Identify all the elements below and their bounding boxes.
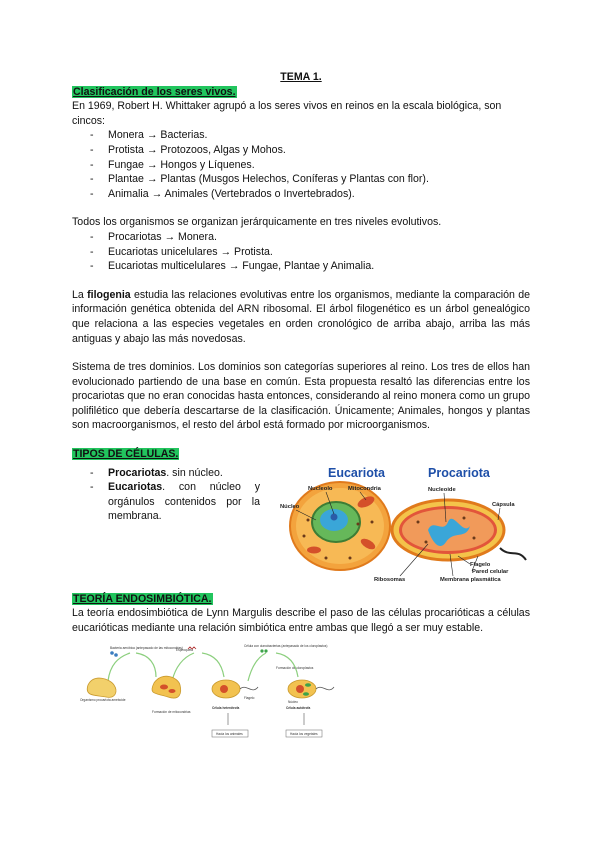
levels-intro: Todos los organismos se organizan jerárquicamente en tres niveles evolutivos. bbox=[72, 216, 442, 229]
section-heading-clasificacion bbox=[72, 85, 530, 100]
endosymbiotic-diagram bbox=[76, 639, 376, 739]
label-organismo: Organismo procariota ameboide bbox=[80, 698, 126, 703]
cell-types-row bbox=[72, 466, 530, 584]
list-item: - Monera → Bacterias. bbox=[90, 128, 530, 143]
label-nucleoide: Nucleoide bbox=[428, 486, 456, 493]
clasificacion-heading-text: Clasificación de los seres vivos. bbox=[73, 85, 236, 98]
label-flagelo-endo: Flagelo bbox=[244, 696, 255, 701]
tipos-heading-text: TIPOS DE CÉLULAS. bbox=[73, 448, 179, 461]
label-nucleolo: Nucleolo bbox=[308, 485, 333, 492]
document-page bbox=[72, 70, 530, 739]
endo-paragraph: La teoría endosimbiótica de Lynn Margulis describe el paso de las células procarióticas a células eucarióticas mediante una relación simbiótica entre ambas que llegó a ser muy estable. bbox=[72, 607, 530, 634]
endo-heading-text: TEORÍA ENDOSIMBIÓTICA. bbox=[73, 592, 212, 605]
label-hacia-animales: Hacia los animales bbox=[216, 732, 243, 737]
list-item: - Protista → Protozoos, Algas y Mohos. bbox=[90, 143, 530, 158]
filogenia-paragraph bbox=[72, 288, 530, 346]
cell-types-diagram bbox=[278, 462, 530, 584]
list-item: - Eucariotas unicelulares → Protista. bbox=[90, 245, 530, 260]
label-bacteria: Bacteria aeróbica (antepasado de las mitocondrias) bbox=[110, 646, 183, 651]
procariota-title: Procariota bbox=[428, 465, 490, 480]
list-item: - Eucariotas multicelulares → Fungae, Plantae y Animalia. bbox=[90, 259, 530, 274]
label-hacia-vegetales: Hacia los vegetales bbox=[290, 732, 318, 737]
dominios-paragraph: Sistema de tres dominios. Los dominios son categorías superiores al reino. Los tres de ellos han evolucionado partiendo de una base en común. Esta propuesta resaltó las diferencias entre los procariotas que no eran conocidas hasta entonces, considerando al reino monera como un grupo polifilético que debería descartarse de la clasificación. Únicamente; Animales, hongos y plantas son macroorganismos, el resto del árbol está formado por microorganismos. bbox=[72, 361, 530, 432]
list-item: - Fungae → Hongos y Líquenes. bbox=[90, 158, 530, 173]
kingdoms-list bbox=[72, 128, 530, 201]
label-formacion-cloro: Formación de cloroplastos bbox=[276, 666, 314, 671]
label-autotrofa: Célula autótrofa bbox=[286, 706, 311, 711]
list-item: - Animalia → Animales (Vertebrados o Invertebrados). bbox=[90, 187, 530, 202]
desc: . sin núcleo. bbox=[166, 466, 223, 479]
list-item bbox=[90, 466, 260, 481]
page-title: TEMA 1. bbox=[280, 71, 322, 83]
label-membrana: Membrana plasmática bbox=[440, 576, 501, 583]
filogenia-term: filogenia bbox=[87, 288, 131, 301]
filogenia-pre: La bbox=[72, 288, 88, 301]
levels-list bbox=[72, 230, 530, 274]
label-flagelo: Flagelo bbox=[470, 561, 491, 568]
list-item: - Procariotas → Monera. bbox=[90, 230, 530, 245]
label-formacion-mito: Formación de mitocondrias bbox=[152, 710, 191, 715]
whittaker-intro: En 1969, Robert H. Whittaker agrupó a los seres vivos en reinos en la escala biológica, son cincos: bbox=[72, 100, 502, 127]
eukaryote-cell bbox=[290, 482, 390, 570]
label-capsula: Cápsula bbox=[492, 501, 515, 508]
desc: . con núcleo y orgánulos contenidos por la membrana. bbox=[108, 481, 260, 523]
label-nucleo: Núcleo bbox=[280, 503, 300, 510]
list-item bbox=[90, 480, 260, 524]
term: Procariotas bbox=[108, 466, 167, 479]
label-ribosomas: Ribosomas bbox=[374, 576, 406, 583]
section-heading-endo bbox=[72, 592, 530, 607]
label-nucleo-endo: Núcleo bbox=[288, 700, 298, 705]
label-mitocondria: Mitocondria bbox=[348, 485, 381, 492]
label-heterotrofa: Célula heterótrofa bbox=[212, 706, 240, 711]
section-heading-tipos bbox=[72, 447, 530, 462]
list-item: - Plantae → Plantas (Musgos Helechos, Coníferas y Plantas con flor). bbox=[90, 172, 530, 187]
prokaryote-cell bbox=[392, 500, 526, 560]
filogenia-text: estudia las relaciones evolutivas entre los organismos, mediante la comparación de información genética obtenida del ARN ribosomal. El árbol filogenético es un árbol genealógico que relaciona a las especies vegetales en orden cronológico de arriba abajo, arriba las más antiguas y abajo las más novedosas. bbox=[72, 288, 530, 345]
eucariota-title: Eucariota bbox=[328, 465, 385, 480]
label-espiroqueta: Espiroqueta bbox=[176, 648, 194, 653]
cell-types-list bbox=[72, 466, 260, 524]
term: Eucariotas bbox=[108, 481, 163, 494]
label-pared: Pared celular bbox=[472, 568, 509, 575]
label-cianobacteria: Célula con cianobacterias (antepasado de los cloroplastos) bbox=[244, 644, 328, 649]
